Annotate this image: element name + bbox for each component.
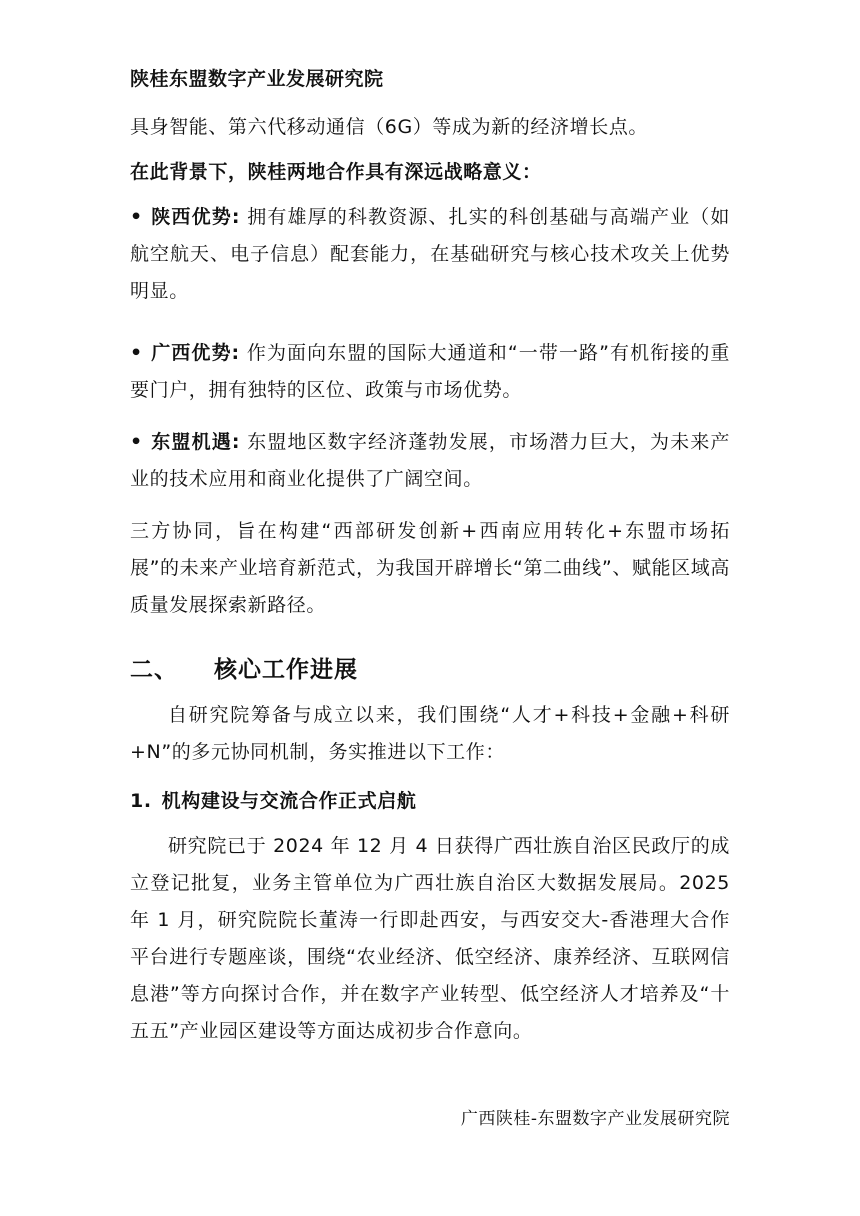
bullet-dot: • (130, 206, 143, 228)
synergy-paragraph: 三方协同，旨在构建“西部研发创新+西南应用转化+东盟市场拓展”的未来产业培育新范式，为我国开辟增长“第二曲线”、赋能区域高质量发展探索新路径。 (130, 520, 730, 616)
bullet-colon: : (231, 431, 241, 453)
section-heading (130, 651, 358, 684)
bullet-colon: : (231, 206, 241, 228)
section-intro-paragraph: 自研究院筹备与成立以来，我们围绕“人才+科技+金融+科研+N”的多元协同机制，务实推进以下工作： (130, 704, 730, 763)
bullet-item-asean (130, 424, 730, 498)
subsection-number: 1. (130, 790, 152, 812)
bullet-item-guangxi (130, 335, 730, 409)
bullet-item-shaanxi (130, 199, 730, 310)
bullet-colon: : (231, 342, 240, 364)
section-title: 核心工作进展 (214, 657, 358, 683)
bullet-label: 陕西优势 (150, 206, 232, 228)
section-number: 二、 (130, 657, 178, 683)
header-title: 陕桂东盟数字产业发展研究院 (130, 68, 384, 90)
page-footer: 广西陕桂-东盟数字产业发展研究院 (460, 1109, 730, 1129)
bullet-text: 东盟地区数字经济蓬勃发展，市场潜力巨大，为未来产业的技术应用和商业化提供了广阔空间。 (130, 431, 730, 490)
intro-line: 具身智能、第六代移动通信（6G）等成为新的经济增长点。 (130, 116, 649, 138)
bullet-label: 广西优势 (150, 342, 232, 364)
bullet-dot: • (130, 431, 143, 453)
subsection-title: 机构建设与交流合作正式启航 (161, 790, 417, 812)
subsection-heading (130, 786, 416, 813)
significance-heading: 在此背景下，陕桂两地合作具有深远战略意义： (130, 161, 542, 183)
bullet-text: 作为面向东盟的国际大通道和“一带一路”有机衔接的重要门户，拥有独特的区位、政策与市场优势。 (130, 342, 731, 401)
bullet-text: 拥有雄厚的科教资源、扎实的科创基础与高端产业（如航空航天、电子信息）配套能力，在基础研究与核心技术攻关上优势明显。 (130, 206, 730, 302)
bullet-label: 东盟机遇 (150, 431, 232, 453)
subsection-body-paragraph: 研究院已于 2024 年 12 月 4 日获得广西壮族自治区民政厅的成立登记批复，业务主管单位为广西壮族自治区大数据发展局。2025 年 1 月，研究院院长董涛一行即赴西安，与西安交大-香港理大合作平台进行专题座谈，围绕“农业经济、低空经济、康养经济、互联网信息港”等方向探讨合作，并在数字产业转型、低空经济人才培养及“十五五”产业园区建设等方面达成初步合作意向。 (130, 835, 730, 1042)
bullet-dot: • (130, 342, 143, 364)
